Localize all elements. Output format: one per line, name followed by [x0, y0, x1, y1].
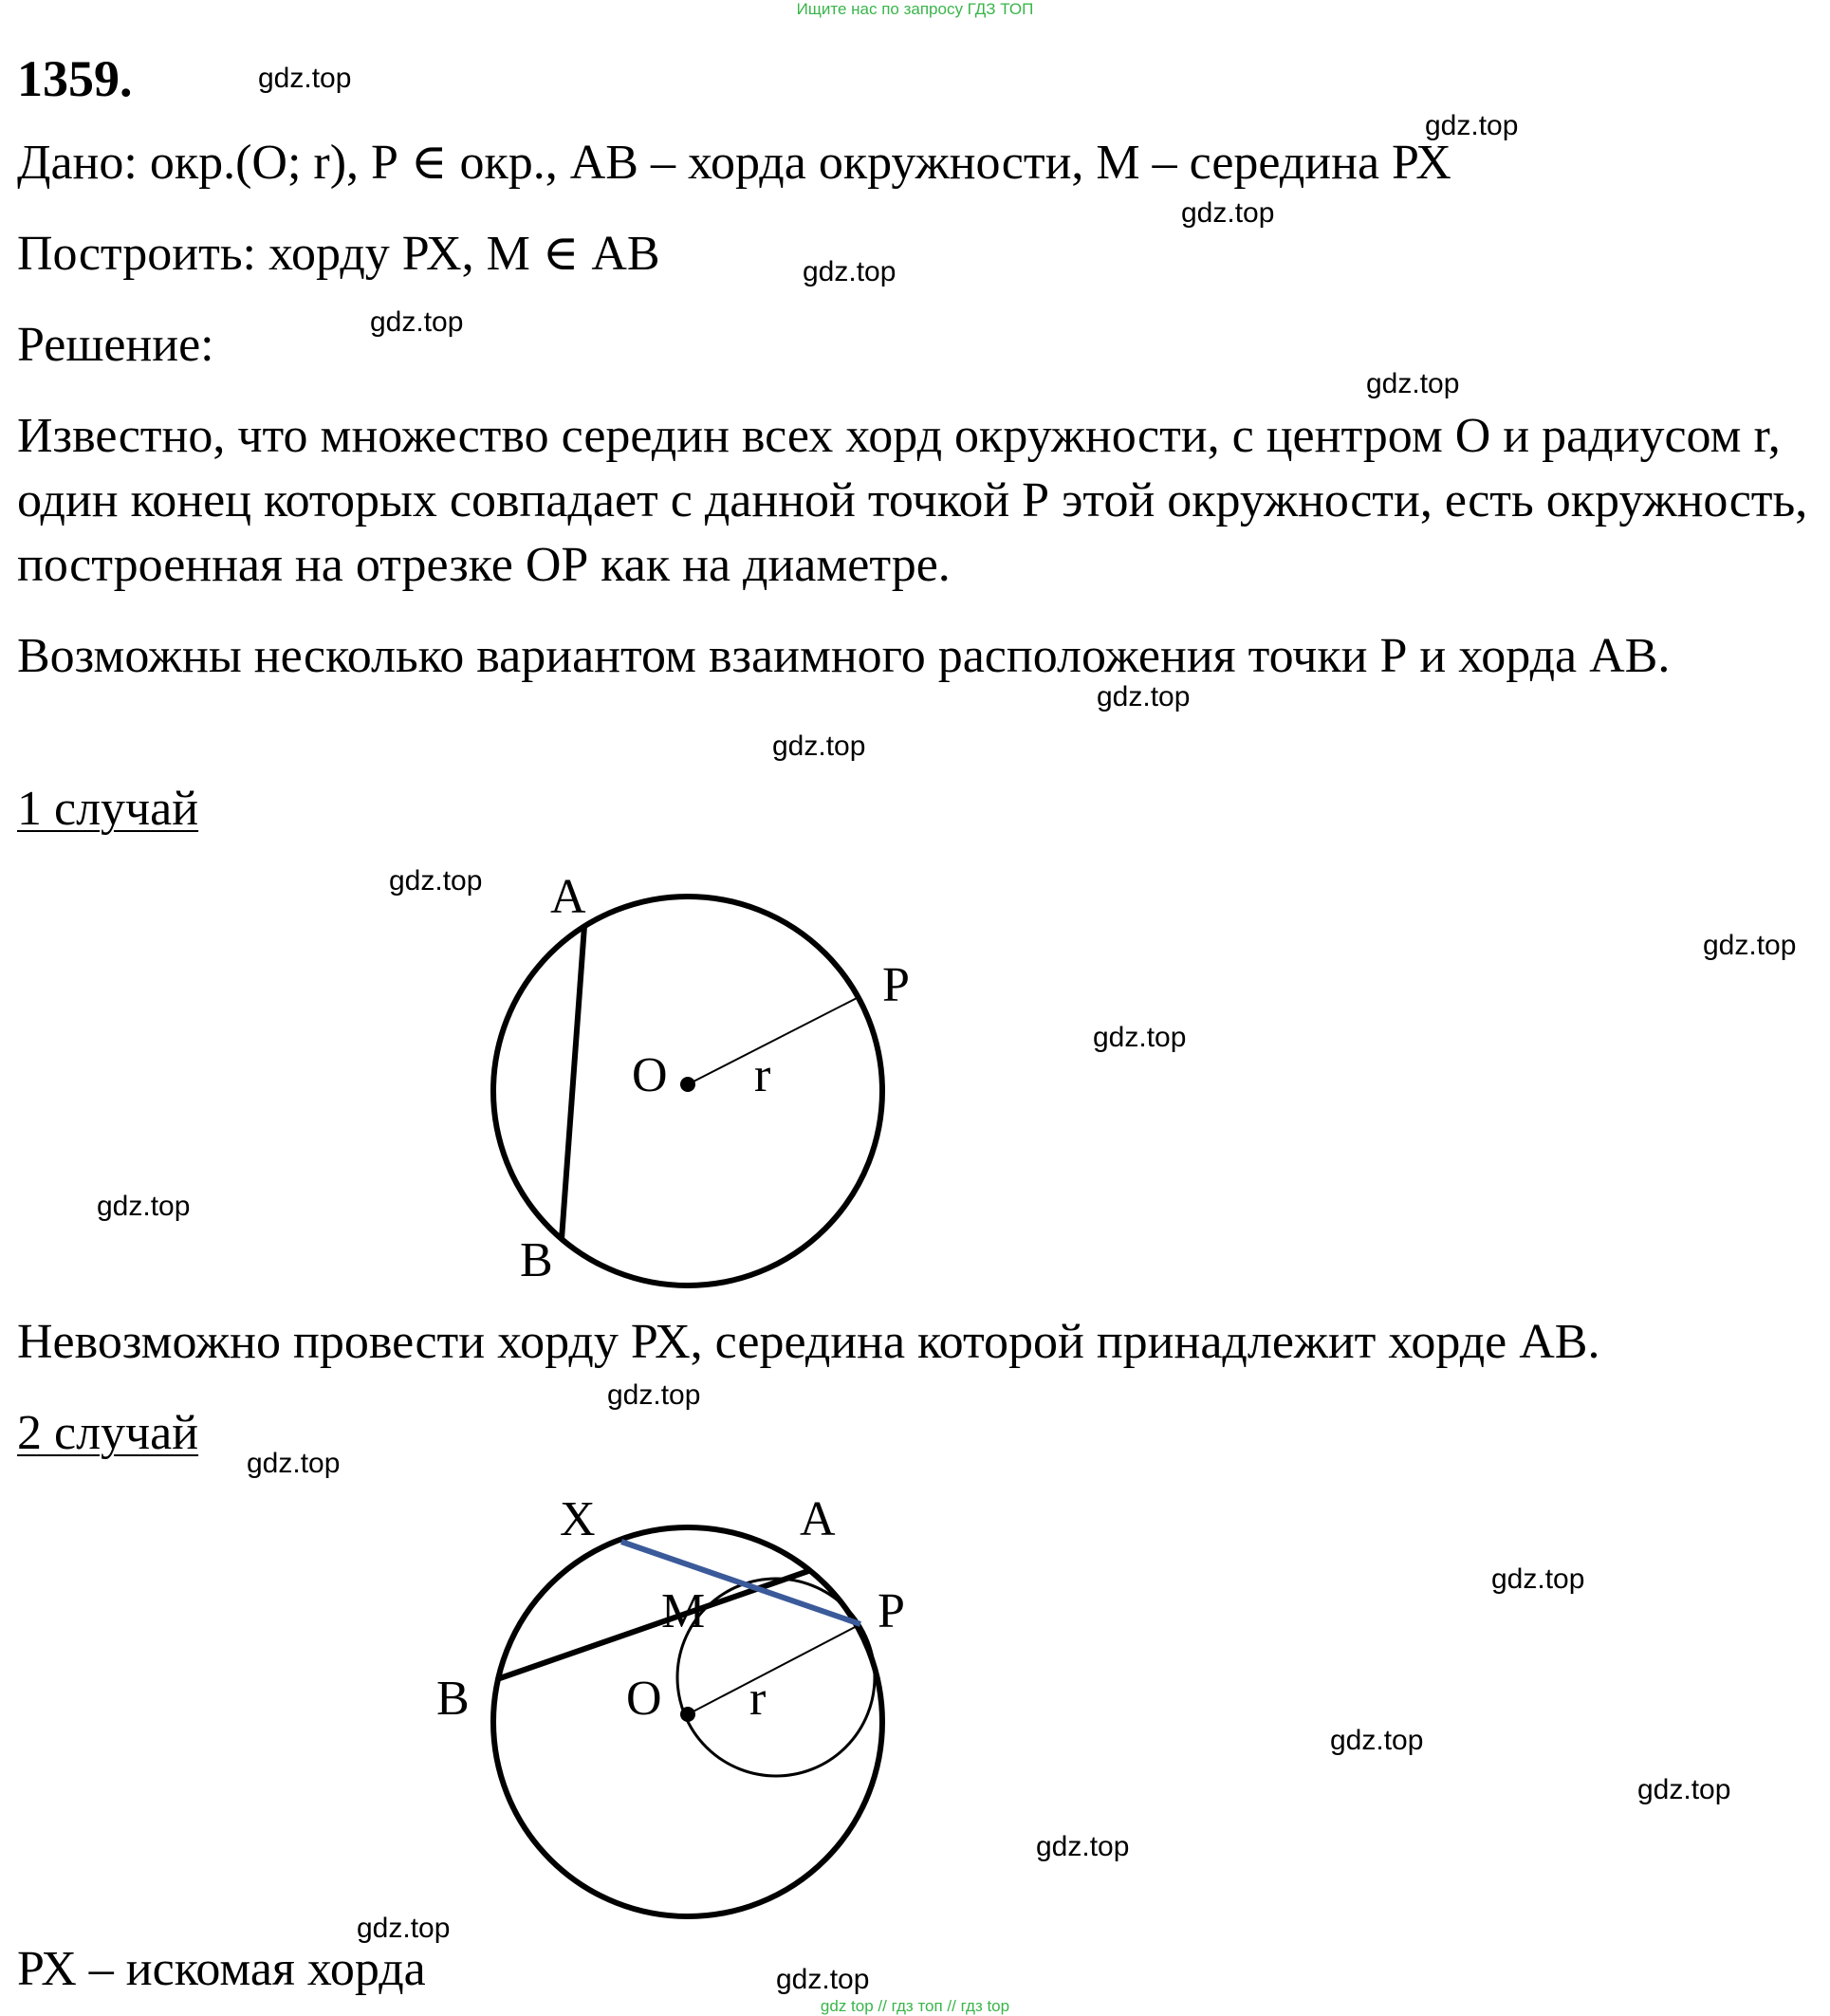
- radius-op: [688, 1624, 860, 1714]
- watermark: gdz.top: [97, 1191, 191, 1222]
- watermark: gdz.top: [803, 256, 897, 287]
- watermark: gdz.top: [772, 731, 866, 762]
- label-b: В: [520, 1233, 553, 1287]
- watermark: gdz.top: [776, 1964, 870, 1995]
- center-point-o: [680, 1707, 695, 1722]
- label-r: r: [749, 1672, 767, 1726]
- watermark: gdz.top: [1637, 1774, 1731, 1805]
- label-a: А: [800, 1492, 836, 1546]
- radius-op: [688, 996, 860, 1084]
- figure-case-1: [0, 854, 1830, 1309]
- case-2-label: 2 случай: [17, 1406, 199, 1460]
- watermark: gdz.top: [357, 1913, 451, 1944]
- label-b: В: [436, 1672, 470, 1726]
- label-p: Р: [878, 1584, 905, 1638]
- label-p: Р: [882, 958, 910, 1012]
- watermark: gdz.top: [370, 306, 464, 338]
- construct-line: Построить: хорду РХ, М ∈ АВ: [17, 227, 660, 281]
- given-line: Дано: окр.(О; r), Р ∈ окр., АВ – хорда окружности, М – середина РХ: [17, 136, 1451, 190]
- watermark: gdz.top: [1330, 1725, 1424, 1756]
- center-point-o: [680, 1077, 695, 1092]
- watermark: gdz.top: [1703, 930, 1797, 961]
- watermark: gdz.top: [1036, 1831, 1130, 1862]
- watermark: gdz.top: [1093, 1022, 1187, 1053]
- label-o: О: [626, 1672, 662, 1726]
- label-o: О: [632, 1048, 668, 1102]
- label-r: r: [754, 1048, 771, 1102]
- label-x: Х: [560, 1492, 596, 1546]
- watermark: gdz.top: [607, 1379, 701, 1411]
- top-banner: Ищите нас по запросу ГДЗ ТОП: [796, 0, 1034, 18]
- answer-line: РХ – искомая хорда: [17, 1942, 426, 1996]
- label-a: А: [550, 870, 586, 924]
- watermark: gdz.top: [1425, 110, 1519, 141]
- solution-label: Решение:: [17, 318, 214, 372]
- watermark: gdz.top: [389, 865, 483, 897]
- problem-number: 1359.: [17, 50, 133, 107]
- watermark: gdz.top: [1491, 1563, 1585, 1595]
- case-1-label: 1 случай: [17, 782, 199, 836]
- label-m: М: [661, 1584, 706, 1638]
- watermark: gdz.top: [1366, 368, 1460, 399]
- solution-paragraph-2: Возможны несколько вариантом взаимного расположения точки Р и хорда АВ.: [17, 629, 1671, 683]
- watermark: gdz.top: [1181, 197, 1275, 229]
- case-1-conclusion: Невозможно провести хорду РХ, середина которой принадлежит хорде АВ.: [17, 1315, 1600, 1369]
- watermark: gdz.top: [258, 63, 352, 94]
- watermark: gdz.top: [247, 1448, 341, 1479]
- solution-paragraph-1: Известно, что множество середин всех хорд окружности, с центром О и радиусом r, один конец которых совпадает с данной точкой Р этой окружности, есть окружность, построенная на отрезке ОР как на диаметре.: [17, 409, 1808, 592]
- chord-ab: [562, 926, 584, 1239]
- bottom-banner: gdz top // гдз топ // гдз top: [820, 1997, 1010, 2015]
- figure-case-2: [0, 1480, 1830, 1926]
- watermark: gdz.top: [1097, 681, 1191, 712]
